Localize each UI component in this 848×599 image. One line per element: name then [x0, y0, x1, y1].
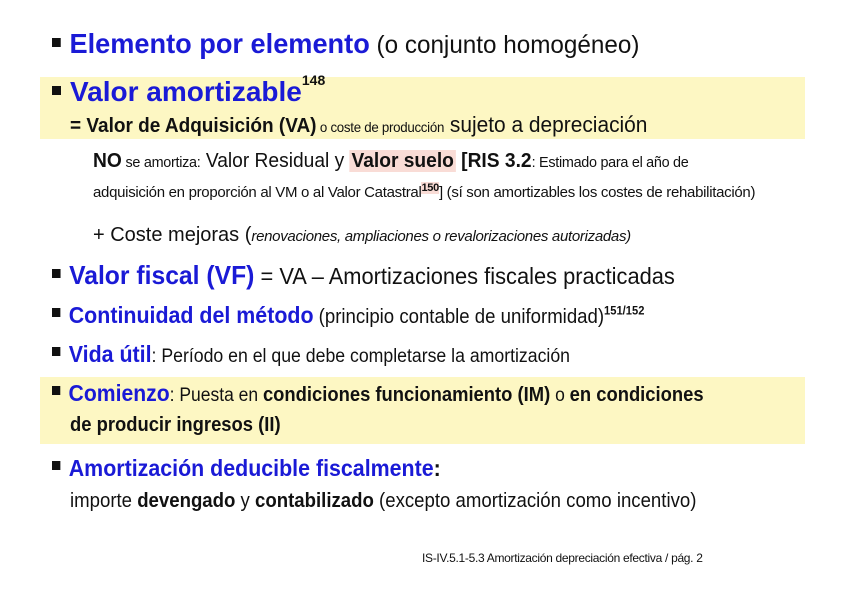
text-se-amortiza: se amortiza: — [121, 154, 201, 171]
heading-elemento: Elemento por elemento — [69, 28, 370, 59]
line-valor-adquisicion — [70, 112, 678, 138]
text-valor-fiscal: = VA – Amortizaciones fiscales practicadas — [254, 263, 675, 289]
text-renovaciones: renovaciones, ampliaciones o revalorizaciones autorizadas) — [251, 228, 631, 245]
text-y: y — [235, 490, 256, 512]
bullet-square-icon — [52, 347, 60, 356]
text-en-condiciones: en condiciones — [569, 384, 704, 406]
bullet-square-icon — [52, 38, 61, 47]
text-continuidad: (principio contable de uniformidad) — [313, 306, 605, 328]
text-sujeto-depreciacion: sujeto a depreciación — [444, 112, 648, 137]
line-adquisicion — [93, 182, 755, 201]
bullet-square-icon — [52, 86, 61, 95]
bullet-elemento — [52, 28, 658, 60]
text-coste-mejoras: + Coste mejoras ( — [93, 224, 252, 246]
bullet-valor-amortizable — [52, 71, 326, 108]
line-no-amortiza — [93, 150, 713, 173]
footer-text: IS-IV.5.1-5.3 Amortización depreciación efectiva / pág. 2 — [422, 551, 703, 565]
text-devengado: devengado — [137, 490, 236, 512]
text-valor-residual: Valor Residual y — [200, 150, 350, 172]
heading-comienzo: Comienzo — [68, 380, 170, 406]
line-coste-mejoras — [93, 224, 631, 247]
text-ris-bracket: [ — [455, 150, 468, 172]
text-ris: RIS 3.2 — [467, 150, 532, 172]
text-vida-util: : Período en el que debe completarse la amortización — [151, 346, 570, 367]
heading-continuidad: Continuidad del método — [68, 302, 314, 328]
text-rehabilitacion: ] (sí son amortizables los costes de rehabilitación) — [438, 184, 756, 201]
bullet-square-icon — [52, 386, 60, 395]
bullet-amortizacion-deducible — [52, 455, 470, 482]
text-colon: : — [433, 455, 441, 481]
bullet-square-icon — [52, 269, 61, 278]
heading-valor-amortizable: Valor amortizable — [70, 76, 302, 107]
bullet-square-icon — [52, 308, 60, 317]
text-valor-adquisicion: = Valor de Adquisición (VA) — [70, 115, 317, 137]
text-valor-suelo: Valor suelo — [351, 150, 454, 172]
footnote-151-152: 151/152 — [604, 303, 645, 318]
text-producir-ingresos: de producir ingresos (II) — [70, 414, 281, 436]
bullet-vida-util — [52, 341, 609, 368]
text-ris-estimado: : Estimado para el año de — [531, 154, 689, 171]
bullet-comienzo — [52, 380, 760, 407]
text-excepto: (excepto amortización como incentivo) — [373, 490, 697, 512]
text-importe: importe — [70, 490, 138, 512]
text-no: NO — [93, 150, 122, 172]
heading-vida-util: Vida útil — [68, 341, 152, 367]
footnote-148: 148 — [301, 71, 326, 88]
text-condiciones-funcionamiento: condiciones funcionamiento (IM) — [262, 384, 551, 406]
bullet-square-icon — [52, 461, 60, 470]
text-adquisicion: adquisición en proporción al VM o al Valor Catastral — [93, 184, 422, 201]
text-contabilizado: contabilizado — [255, 490, 374, 512]
bullet-valor-fiscal — [52, 260, 708, 291]
text-coste-produccion: o coste de producción — [316, 119, 445, 135]
line-producir-ingresos — [70, 414, 299, 437]
footer — [422, 551, 703, 565]
heading-valor-fiscal: Valor fiscal (VF) — [69, 260, 255, 290]
heading-amortizacion-deducible: Amortización deducible fiscalmente — [68, 455, 434, 481]
text-elemento: (o conjunto homogéneo) — [369, 31, 640, 59]
line-importe — [70, 490, 744, 513]
text-puesta-en: : Puesta en — [169, 385, 263, 406]
footnote-150: 150 — [421, 182, 439, 194]
text-o: o — [550, 385, 570, 406]
bullet-continuidad — [52, 302, 689, 329]
